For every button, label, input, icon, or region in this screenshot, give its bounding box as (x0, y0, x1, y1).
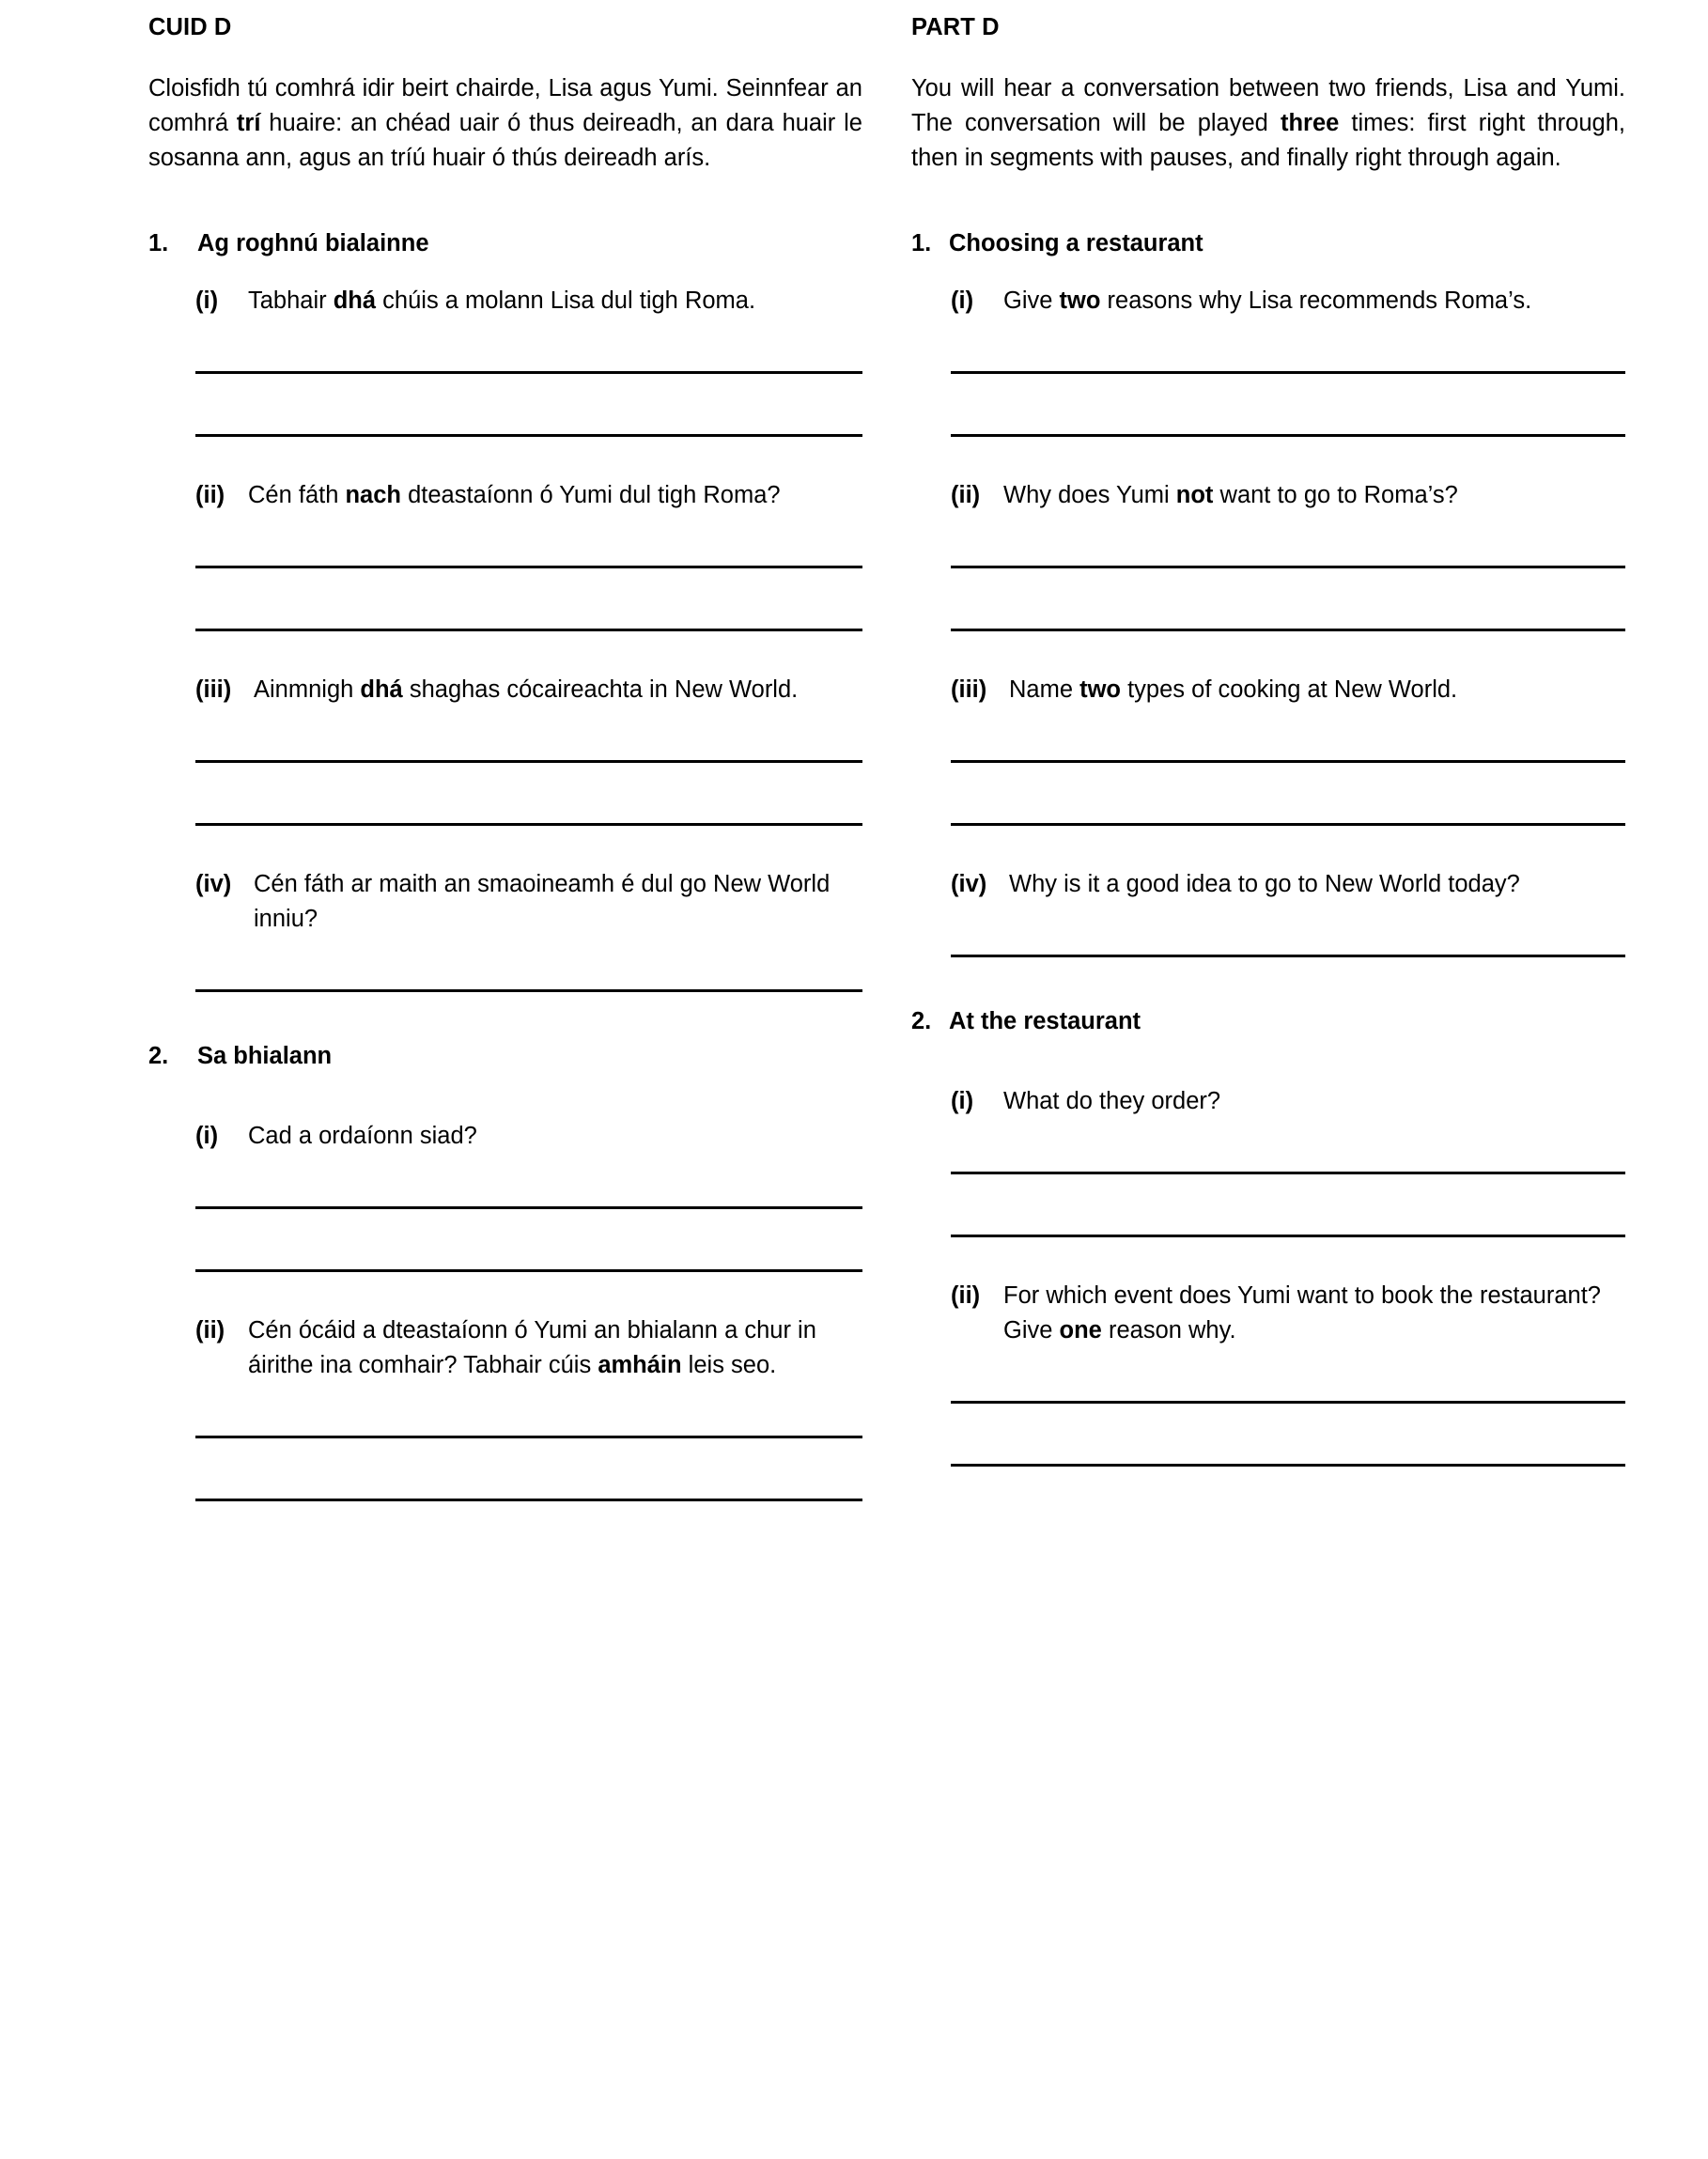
question-1-i-text-irish (248, 284, 862, 318)
intro-text-post-irish: huaire: an chéad uair ó thus deireadh, an dara huair le sosanna ann, agus an tríú huair ó thús deireadh arís. (148, 109, 862, 171)
q1ii-pre-english: Why does Yumi (1003, 481, 1176, 508)
irish-column (148, 13, 862, 1501)
question-2-ii-english (911, 1279, 1625, 1348)
intro-text-post-english: times: first right through, then in segments with pauses, and finally right through again. (911, 109, 1625, 171)
q2ii-bold-irish: amháin (598, 1351, 682, 1378)
q1ii-pre-irish: Cén fáth (248, 481, 346, 508)
question-1-i-english (911, 284, 1625, 318)
q2ii-post-english: reason why. (1101, 1316, 1236, 1344)
q2ii-post-irish: leis seo. (681, 1351, 777, 1378)
q1iii-bold-english: two (1079, 676, 1122, 703)
question-1-ii-english (911, 478, 1625, 513)
section-1-heading-english (911, 228, 1625, 259)
question-1-iv-text-english: Why is it a good idea to go to New World today? (1009, 870, 1520, 897)
section-1-title-english: Choosing a restaurant (949, 229, 1203, 256)
question-2-i-text-irish: Cad a ordaíonn siad? (248, 1122, 477, 1149)
intro-paragraph-english (911, 71, 1625, 176)
question-1-iv-label-english: (iv) (951, 870, 987, 897)
answer-lines-2-ii-english (911, 1348, 1625, 1467)
answer-line[interactable] (951, 1464, 1625, 1467)
answer-lines-2-i-english (911, 1119, 1625, 1237)
question-1-ii-label-english: (ii) (951, 481, 981, 508)
intro-paragraph-irish (148, 71, 862, 176)
q1i-bold-irish: dhá (333, 287, 377, 314)
q2ii-pre-irish: Cén ócáid a dteastaíonn ó Yumi an bhialann a chur in áirithe ina comhair? Tabhair cúis (248, 1316, 816, 1378)
question-2-i-label-irish: (i) (195, 1122, 219, 1149)
q2ii-pre-english: For which event does Yumi want to book the restaurant? Give (1003, 1281, 1601, 1344)
part-title-irish: CUID D (148, 14, 232, 40)
question-2-i-english (911, 1084, 1625, 1119)
intro-text-pre-english: You will hear a conversation between two friends, Lisa and Yumi. The conversation will be played (911, 74, 1625, 136)
english-column (911, 13, 1625, 1467)
question-1-i-irish (148, 284, 862, 318)
intro-text-pre-irish: Cloisfidh tú comhrá idir beirt chairde, Lisa agus Yumi. Seinnfear an comhrá (148, 74, 862, 136)
question-1-ii-label-irish: (ii) (195, 481, 225, 508)
section-1-english (911, 228, 1625, 957)
section-2-title-irish: Sa bhialann (197, 1042, 333, 1069)
answer-lines-1-iii-english (911, 707, 1625, 826)
question-1-iv-label-irish: (iv) (195, 870, 232, 897)
answer-lines-1-i-english (911, 318, 1625, 437)
intro-emphasis-irish: trí (236, 109, 261, 136)
question-1-iii-label-irish: (iii) (195, 676, 232, 703)
q1i-pre-irish: Tabhair (248, 287, 334, 314)
q2ii-bold-english: one (1059, 1316, 1102, 1344)
question-2-ii-text-english (1003, 1279, 1625, 1348)
question-1-i-label-english: (i) (951, 287, 974, 314)
answer-lines-1-ii-english (911, 513, 1625, 631)
q1i-post-irish: chúis a molann Lisa dul tigh Roma. (376, 287, 756, 314)
section-2-heading-english (911, 1006, 1625, 1037)
question-1-ii-irish (148, 478, 862, 513)
section-1-irish (148, 228, 862, 992)
q1i-pre-english: Give (1003, 287, 1060, 314)
question-1-iii-irish (148, 673, 862, 707)
q1i-post-english: reasons why Lisa recommends Roma’s. (1100, 287, 1532, 314)
answer-lines-1-iv-irish (148, 937, 862, 992)
answer-lines-1-i-irish (148, 318, 862, 437)
question-1-iv-english (911, 867, 1625, 902)
part-title-english: PART D (911, 14, 1000, 40)
q1iii-post-english: types of cooking at New World. (1121, 676, 1458, 703)
answer-line[interactable] (195, 1499, 862, 1501)
section-2-number-irish: 2. (148, 1042, 169, 1069)
question-1-iii-text-irish (254, 673, 862, 707)
q1ii-bold-english: not (1175, 481, 1214, 508)
question-1-ii-text-english (1003, 478, 1625, 513)
section-2-title-english: At the restaurant (949, 1007, 1141, 1034)
question-1-iv-text-irish: Cén fáth ar maith an smaoineamh é dul go New World inniu? (254, 870, 831, 932)
section-2-irish (148, 1041, 862, 1501)
q1iii-pre-english: Name (1009, 676, 1080, 703)
question-2-i-label-english: (i) (951, 1087, 974, 1114)
question-1-iii-english (911, 673, 1625, 707)
question-2-ii-text-irish (248, 1313, 862, 1383)
question-2-ii-label-english: (ii) (951, 1281, 981, 1309)
question-2-ii-label-irish: (ii) (195, 1316, 225, 1344)
answer-lines-1-iii-irish (148, 707, 862, 826)
q1i-bold-english: two (1059, 287, 1101, 314)
section-1-number-english: 1. (911, 229, 932, 256)
question-1-iii-text-english (1009, 673, 1625, 707)
intro-emphasis-english: three (1280, 109, 1340, 136)
section-2-heading-irish (148, 1041, 862, 1072)
section-2-number-english: 2. (911, 1007, 932, 1034)
answer-lines-1-iv-english (911, 902, 1625, 957)
question-1-iii-label-english: (iii) (951, 676, 987, 703)
question-2-ii-irish (148, 1313, 862, 1383)
answer-lines-2-ii-irish (148, 1383, 862, 1501)
q1iii-post-irish: shaghas cócaireachta in New World. (402, 676, 799, 703)
answer-lines-1-ii-irish (148, 513, 862, 631)
section-1-title-irish: Ag roghnú bialainne (197, 229, 429, 256)
question-1-i-label-irish: (i) (195, 287, 219, 314)
two-column-layout (148, 13, 1623, 1501)
q1ii-bold-irish: nach (345, 481, 402, 508)
section-1-number-irish: 1. (148, 229, 169, 256)
question-1-iv-irish (148, 867, 862, 937)
section-1-heading-irish (148, 228, 862, 259)
q1iii-pre-irish: Ainmnigh (254, 676, 361, 703)
section-2-english (911, 1006, 1625, 1467)
question-2-i-irish (148, 1119, 862, 1154)
question-1-i-text-english (1003, 284, 1625, 318)
q1ii-post-english: want to go to Roma’s? (1213, 481, 1458, 508)
answer-lines-2-i-irish (148, 1154, 862, 1272)
question-2-i-text-english: What do they order? (1003, 1087, 1221, 1114)
q1ii-post-irish: dteastaíonn ó Yumi dul tigh Roma? (401, 481, 781, 508)
q1iii-bold-irish: dhá (360, 676, 403, 703)
question-1-ii-text-irish (248, 478, 862, 513)
